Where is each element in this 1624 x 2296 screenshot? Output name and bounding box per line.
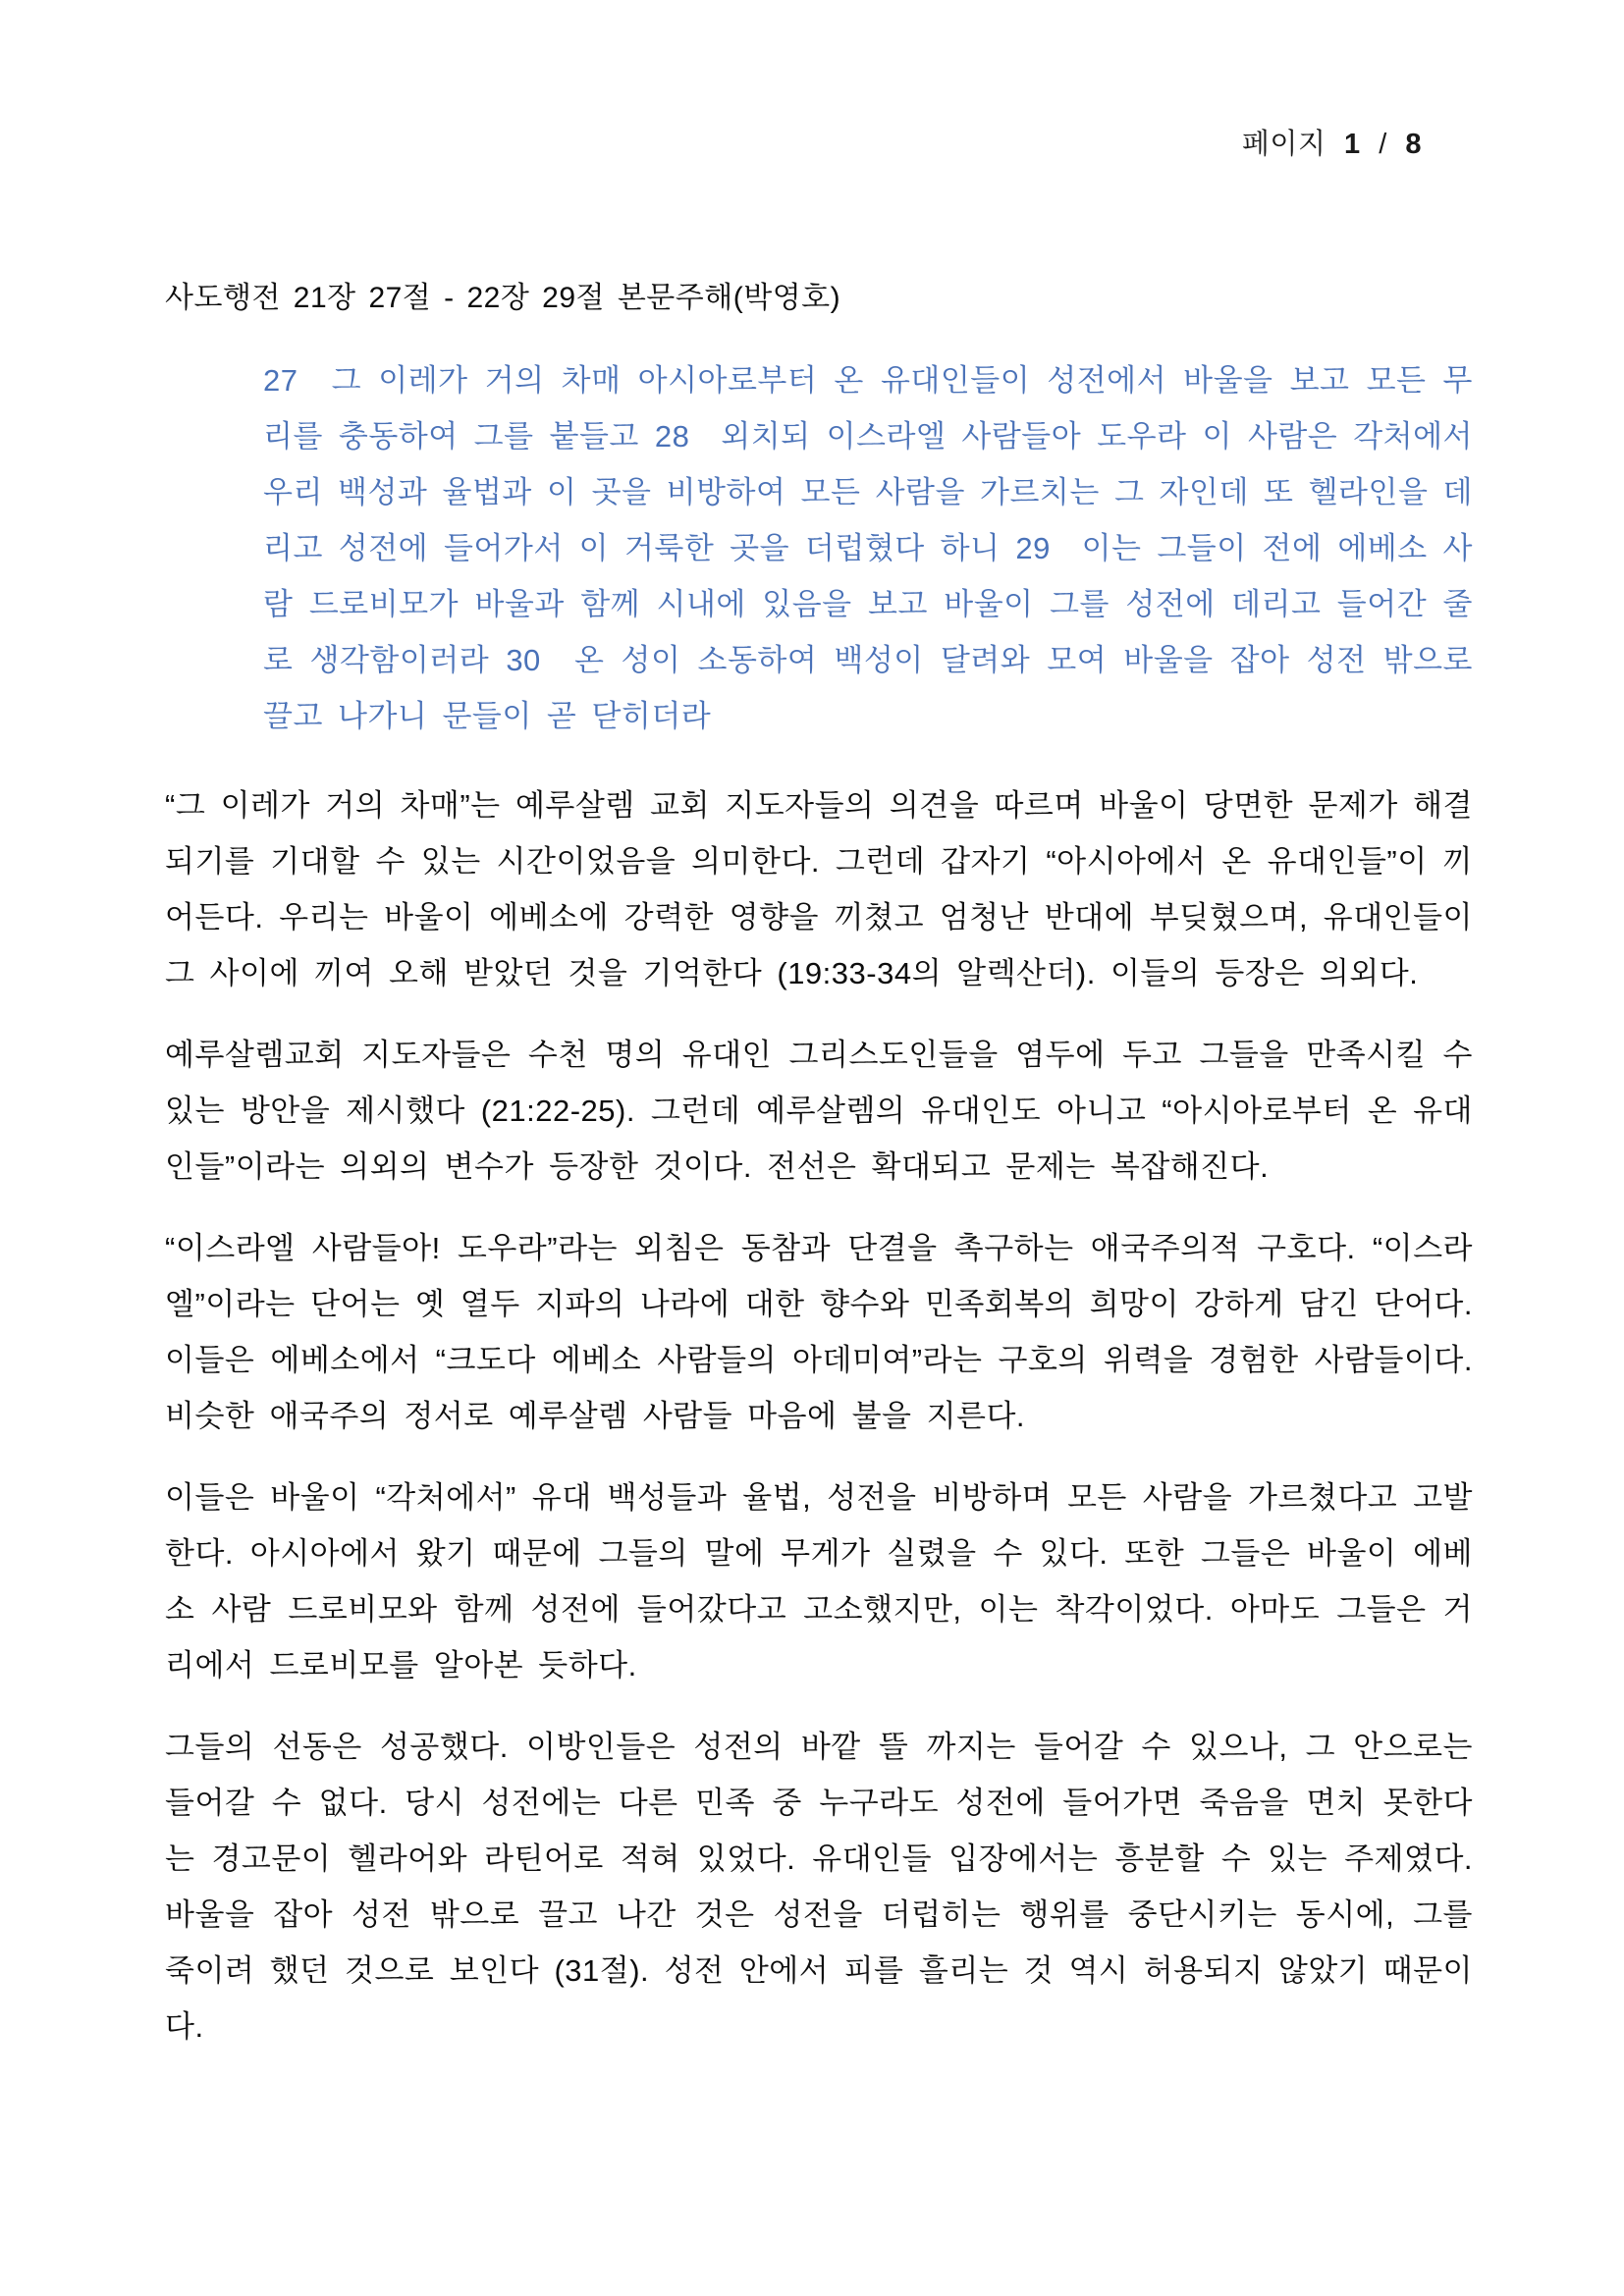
commentary-paragraph-4: 이들은 바울이 “각처에서” 유대 백성들과 율법, 성전을 비방하며 모든 사람을 가르쳤다고 고발한다. 아시아에서 왔기 때문에 그들의 말에 무게가 실렸을 수 있다. 또한 그들은 바울이 에베소 사람 드로비모와 함께 성전에 들어갔다고 고소했지만, 이는 착각이었다. 아마도 그들은 거리에서 드로비모를 알아본 듯하다. bbox=[165, 1480, 1473, 1682]
commentary-paragraph-1: “그 이레가 거의 차매”는 예루살렘 교회 지도자들의 의견을 따르며 바울이 당면한 문제가 해결되기를 기대할 수 있는 시간이었음을 의미한다. 그런데 갑자기 “아시아에서 온 유대인들”이 끼어든다. 우리는 바울이 에베소에 강력한 영향을 끼쳤고 엄청난 반대에 부딪혔으며, 유대인들이 그 사이에 끼여 오해 받았던 것을 기억한다 (19:33-34의 알렉산더). 이들의 등장은 의외다. bbox=[165, 788, 1473, 990]
page-number-separator: / bbox=[1379, 129, 1387, 160]
page-number-current: 1 bbox=[1344, 129, 1361, 160]
commentary-paragraph-2: 예루살렘교회 지도자들은 수천 명의 유대인 그리스도인들을 염두에 두고 그들을 만족시킬 수 있는 방안을 제시했다 (21:22-25). 그런데 예루살렘의 유대인도 아니고 “아시아로부터 온 유대인들”이라는 의외의 변수가 등장한 것이다. 전선은 확대되고 문제는 복잡해진다. bbox=[165, 1038, 1473, 1184]
page-number-label: 페이지 bbox=[1241, 129, 1326, 160]
scripture-quote: 27 그 이레가 거의 차매 아시아로부터 온 유대인들이 성전에서 바울을 보고 모든 무리를 충동하여 그를 붙들고 28 외치되 이스라엘 사람들아 도우라 이 사람은 각처에서 우리 백성과 율법과 이 곳을 비방하여 모든 사람을 가르치는 그 자인데 또 헬라인을 데리고 성전에 들어가서 이 거룩한 곳을 더럽혔다 하니 29 이는 그들이 전에 에베소 사람 드로비모가 바울과 함께 시내에 있음을 보고 바울이 그를 성전에 데리고 들어간 줄로 생각함이러라 30 온 성이 소동하여 백성이 달려와 모여 바울을 잡아 성전 밖으로 끌고 나가니 문들이 곧 닫히더라 bbox=[263, 363, 1473, 733]
document-title: 사도행전 21장 27절 - 22장 29절 본문주해(박영호) bbox=[165, 282, 841, 314]
page-number bbox=[1242, 122, 1422, 162]
page-number-total: 8 bbox=[1405, 129, 1422, 160]
commentary-paragraph-3: “이스라엘 사람들아! 도우라”라는 외침은 동참과 단결을 촉구하는 애국주의적 구호다. “이스라엘”이라는 단어는 옛 열두 지파의 나라에 대한 향수와 민족회복의 희망이 강하게 담긴 단어다. 이들은 에베소에서 “크도다 에베소 사람들의 아데미여”라는 구호의 위력을 경험한 사람들이다. 비슷한 애국주의 정서로 예루살렘 사람들 마음에 불을 지른다. bbox=[165, 1231, 1473, 1433]
commentary-paragraph-5: 그들의 선동은 성공했다. 이방인들은 성전의 바깥 뜰 까지는 들어갈 수 있으나, 그 안으로는 들어갈 수 없다. 당시 성전에는 다른 민족 중 누구라도 성전에 들어가면 죽음을 면치 못한다는 경고문이 헬라어와 라틴어로 적혀 있었다. 유대인들 입장에서는 흥분할 수 있는 주제였다. 바울을 잡아 성전 밖으로 끌고 나간 것은 성전을 더럽히는 행위를 중단시키는 동시에, 그를 죽이려 했던 것으로 보인다 (31절). 성전 안에서 피를 흘리는 것 역시 허용되지 않았기 때문이다. bbox=[165, 1730, 1473, 2044]
